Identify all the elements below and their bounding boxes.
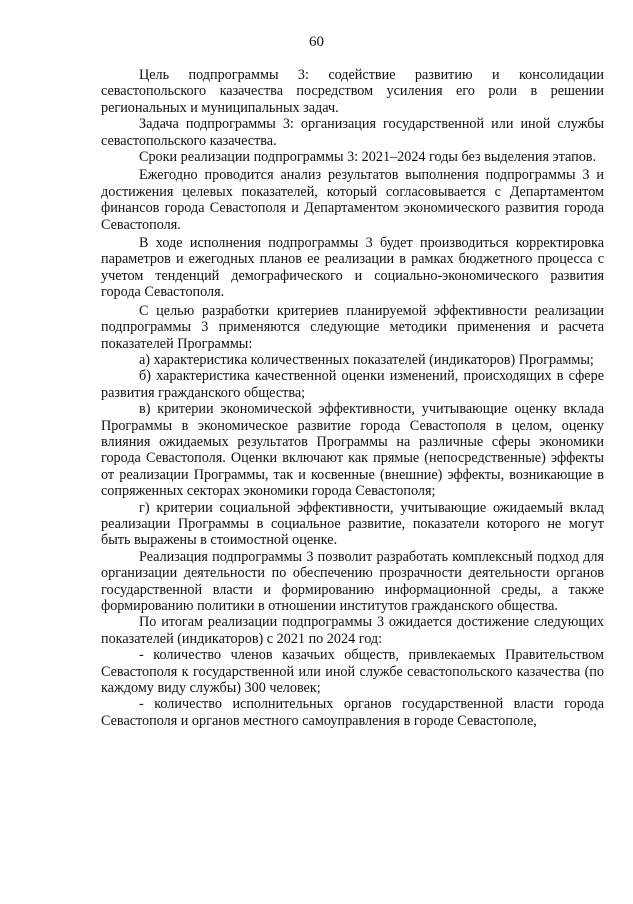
list-item-b: б) характеристика качественной оценки изменений, происходящих в сфере развития гражданского общества; [101,368,604,401]
document-body [101,67,604,729]
page-number: 60 [309,34,324,50]
indicator-item: - количество членов казачьих обществ, привлекаемых Правительством Севастополя к государственной или иной службе севастопольского казачества (по каждому виду службы) 300 человек; [101,647,604,697]
list-item-g: г) критерии социальной эффективности, учитывающие ожидаемый вклад реализации Программы в социальное развитие, показатели которого не могут быть выражены в стоимостной оценке. [101,499,604,549]
paragraph-implementation: Реализация подпрограммы 3 позволит разработать комплексный подход для организации деятельности по обеспечению прозрачности деятельности органов государственной власти и формированию информационной среды, а также формированию политики в отношении институтов гражданского общества. [101,548,604,614]
paragraph-adjustment: В ходе исполнения подпрограммы 3 будет производиться корректировка параметров и ежегодных планов ее реализации в рамках бюджетного процесса с учетом тенденций демографического и социально-экономического развития города Севастополя. [101,235,604,301]
list-item-v: в) критерии экономической эффективности, учитывающие оценку вклада Программы в экономическое развитие города Севастополя в целом, оценку влияния ожидаемых результатов Программы на различные сферы экономики города Севастополя. Оценки включают как прямые (непосредственные) эффекты от реализации Программы, так и косвенные (внешние) эффекты, возникающие в сопряженных секторах экономики города Севастополя; [101,401,604,500]
list-item-a: а) характеристика количественных показателей (индикаторов) Программы; [139,351,594,368]
paragraph-annual-analysis: Ежегодно проводится анализ результатов выполнения подпрограммы 3 и достижения целевых показателей, который согласовывается с Департаментом финансов города Севастополя и Департаментом экономического развития города Севастополя. [101,167,604,233]
paragraph-goal: Цель подпрограммы 3: содействие развитию и консолидации севастопольского казачества посредством усиления его роли в решении региональных и муниципальных задач. [101,67,604,116]
paragraph-task: Задача подпрограммы 3: организация государственной или иной службы севастопольского казачества. [101,116,604,149]
paragraph-timeline: Сроки реализации подпрограммы 3: 2021–2024 годы без выделения этапов. [139,149,597,166]
paragraph-results-intro: По итогам реализации подпрограммы 3 ожидается достижение следующих показателей (индикаторов) с 2021 по 2024 год: [101,614,604,647]
paragraph-criteria-intro: С целью разработки критериев планируемой эффективности реализации подпрограммы 3 применяются следующие методики применения и расчета показателей Программы: [101,302,604,352]
indicator-item: - количество исполнительных органов государственной власти города Севастополя и органов местного самоуправления в городе Севастополе, [101,696,604,729]
